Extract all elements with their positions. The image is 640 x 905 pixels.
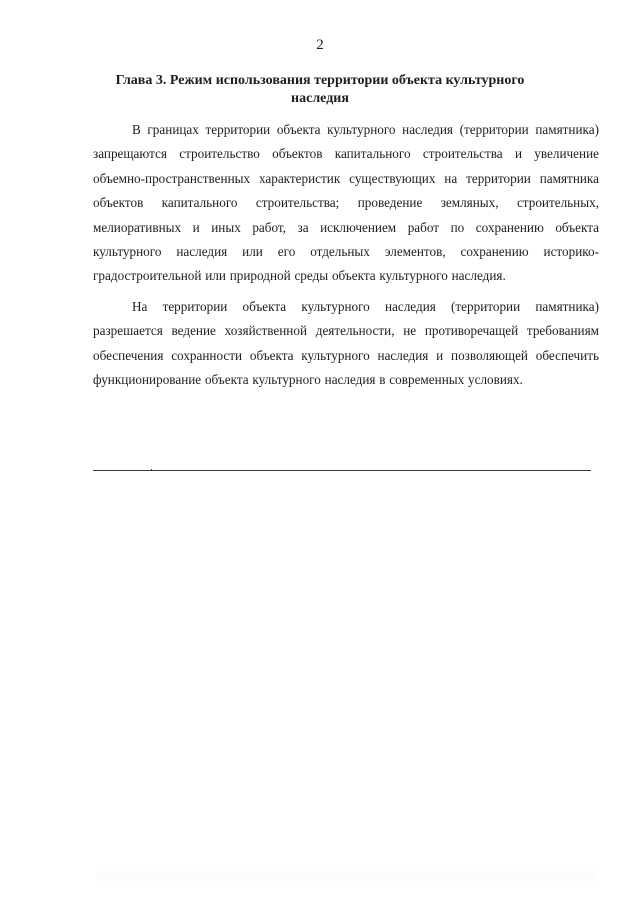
body-text [93,118,599,398]
chapter-heading: Глава 3. Режим использования территории объекта культурного наследия [115,73,525,106]
paragraph-prohibitions: В границах территории объекта культурного наследия (территории памятника) запрещаются строительство объектов капитального строительства и увеличение объемно-пространственных характеристик существующих на территории памятника объектов капитального строительства; проведение земляных, строительных, мелиоративных и иных работ, за исключением работ по сохранению объекта культурного наследия или его отдельных элементов, сохранению историко-градостроительной или природной среды объекта культурного наследия. [93,122,599,284]
scan-artifact [96,868,596,882]
closing-rule [93,470,591,471]
page-number: 2 [316,37,324,53]
paragraph-permissions: На территории объекта культурного наследия (территории памятника) разрешается ведение хозяйственной деятельности, не противоречащей требованиям обеспечения сохранности объекта культурного наследия и позволяющей обеспечить функционирование объекта культурного наследия в современных условиях. [93,298,599,388]
rule-tick [151,469,152,471]
